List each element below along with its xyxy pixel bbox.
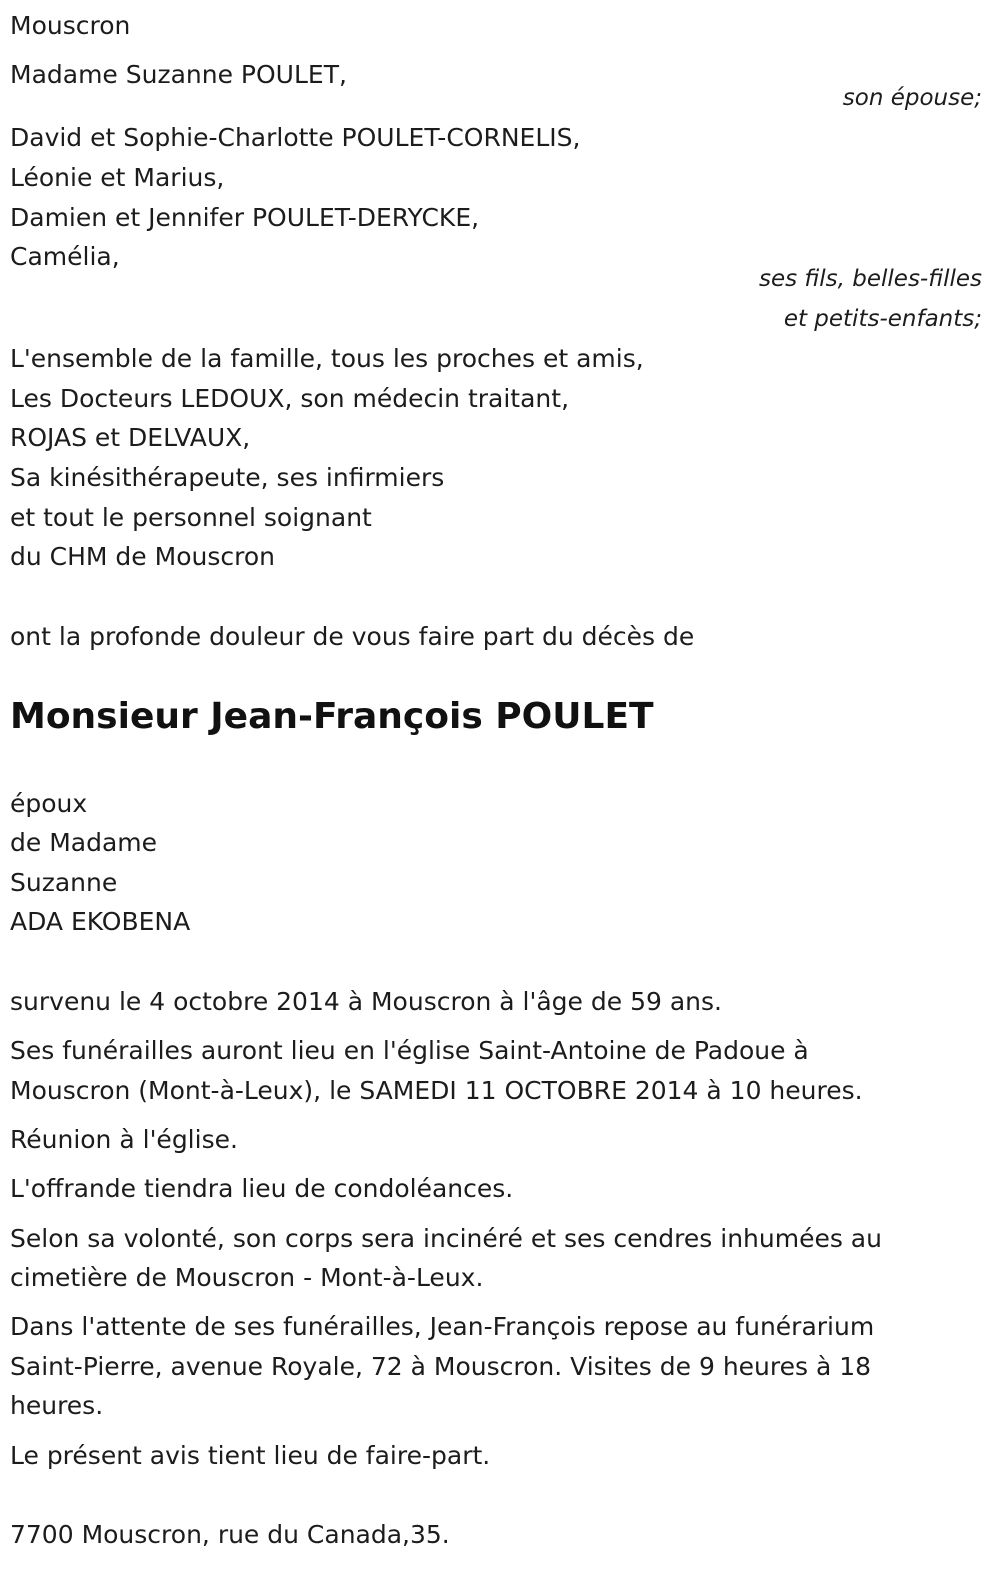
children-line-4: Camélia, [10,242,120,271]
husband-of-line-1: époux [10,789,88,818]
reunion-line: Réunion à l'église. [10,1125,238,1154]
funeral-line-1: Ses funérailles auront lieu en l'église Saint-Antoine de Padoue à [10,1036,809,1065]
address-line: 7700 Mouscron, rue du Canada,35. [10,1520,450,1549]
rest-line-1: Dans l'attente de ses funérailles, Jean-François repose au funérarium [10,1312,875,1341]
spouse-role: son épouse; [842,85,982,111]
spouse-line: Madame Suzanne POULET, [10,60,347,89]
death-details: survenu le 4 octobre 2014 à Mouscron à l'âge de 59 ans. [10,987,722,1016]
rest-line-3: heures. [10,1391,104,1420]
cremation-line-2: cimetière de Mouscron - Mont-à-Leux. [10,1263,484,1292]
rest-line-2: Saint-Pierre, avenue Royale, 72 à Mouscron. Visites de 9 heures à 18 [10,1352,872,1381]
husband-of-line-3: Suzanne [10,868,118,897]
city-header: Mouscron [10,11,131,40]
children-line-1: David et Sophie-Charlotte POULET-CORNELIS, [10,123,581,152]
announcement-line: ont la profonde douleur de vous faire part du décès de [10,622,695,651]
others-line-2: Les Docteurs LEDOUX, son médecin traitant, [10,384,570,413]
children-line-2: Léonie et Marius, [10,163,225,192]
others-line-1: L'ensemble de la famille, tous les proches et amis, [10,344,644,373]
offering-line: L'offrande tiendra lieu de condoléances. [10,1174,514,1203]
children-role-line-1: ses fils, belles-filles [758,266,982,292]
husband-of-line-2: de Madame [10,828,158,857]
funeral-line-2: Mouscron (Mont-à-Leux), le SAMEDI 11 OCTOBRE 2014 à 10 heures. [10,1076,863,1105]
others-line-5: et tout le personnel soignant [10,503,372,532]
others-line-4: Sa kinésithérapeute, ses infirmiers [10,463,445,492]
children-role-line-2: et petits-enfants; [783,306,982,332]
children-line-3: Damien et Jennifer POULET-DERYCKE, [10,203,480,232]
others-line-3: ROJAS et DELVAUX, [10,423,251,452]
notice-line: Le présent avis tient lieu de faire-part. [10,1441,491,1470]
cremation-line-1: Selon sa volonté, son corps sera incinéré et ses cendres inhumées au [10,1224,882,1253]
husband-of-line-4: ADA EKOBENA [10,907,191,936]
deceased-name: Monsieur Jean-François POULET [10,696,654,737]
others-line-6: du CHM de Mouscron [10,542,275,571]
